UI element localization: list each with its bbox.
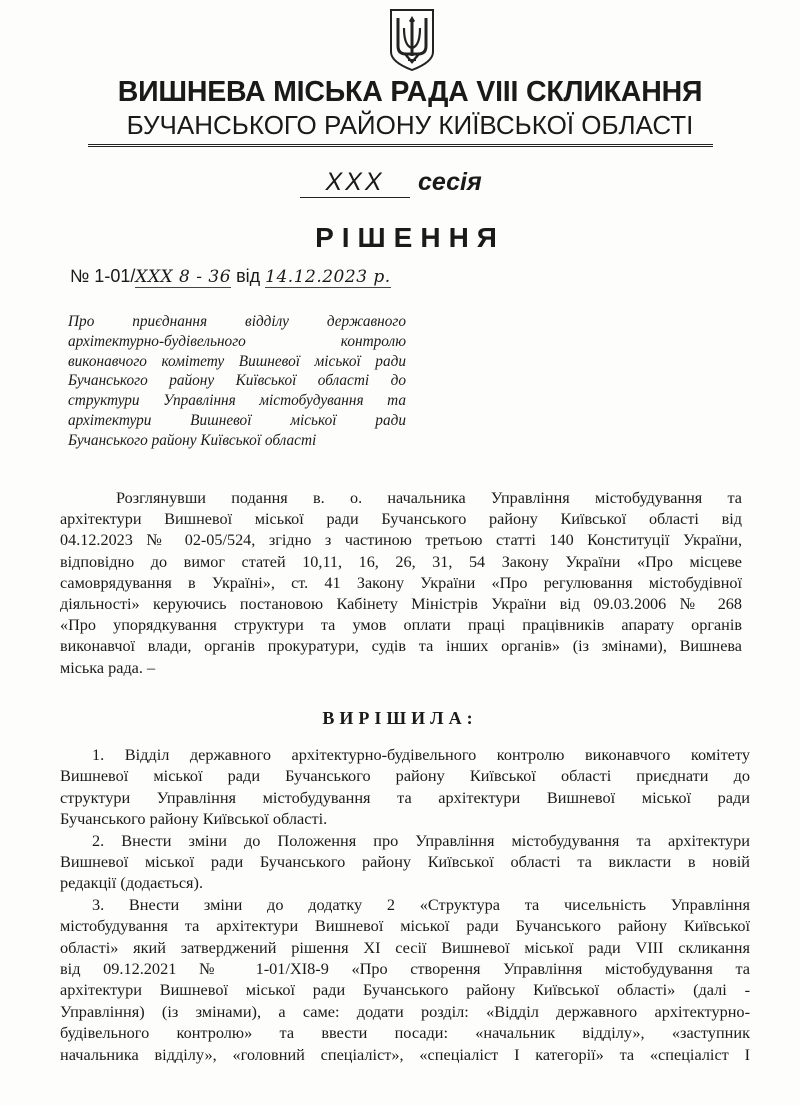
preamble-line: архітектури Вишневої міської ради Бучанського району Київської області від (60, 510, 742, 529)
preamble-line: 04.12.2023 № 02-05/524, згідно з частиною третьою статті 140 Конституції України, (60, 531, 742, 550)
item-line: Управління) (із змінами), а саме: додати розділ: «Відділ державного архітектурно- (60, 1001, 750, 1021)
preamble-line: самоврядування в Україні», ст. 41 Закону України «Про регулювання містобудівної (60, 573, 742, 592)
resolution-items (60, 744, 750, 1065)
resolution-item-1 (60, 744, 750, 830)
session-line (300, 168, 482, 198)
item-line: Вишневої міської ради Бучанського району Київської області приєднати до (60, 766, 750, 786)
item-line: містобудування та архітектури Вишневої міської ради Бучанського району Київської (60, 916, 750, 936)
item-line: 2. Внести зміни до Положення про Управління містобудування та архітектури (92, 830, 750, 850)
preamble-line: відповідно до вимог статей 10,11, 16, 26, 31, 54 Закону України «Про місцеве (60, 552, 742, 571)
decision-number-handwritten: XXX 8 - 36 (135, 267, 232, 287)
preamble-line: Розглянувши подання в. о. начальника Управління містобудування та (116, 489, 742, 507)
item-line: архітектури Вишневої міської ради Бучанського району Київської області» (далі - (60, 980, 750, 1000)
subject-line: Бучанського району Київської області (68, 431, 317, 449)
item-line: начальника відділу», «головний спеціаліст», «спеціаліст І категорії» та «спеціаліст І (60, 1044, 750, 1064)
document-type-heading: РІШЕННЯ (315, 222, 505, 253)
decision-number-line (70, 266, 391, 287)
resolved-heading: ВИРІШИЛА: (322, 708, 478, 728)
decision-date-prefix: від (236, 266, 261, 286)
preamble-paragraph (60, 488, 742, 679)
item-line: 1. Відділ державного архітектурно-будівельного контролю виконавчого комітету (92, 745, 750, 764)
decision-subject (68, 312, 406, 451)
session-number: XXX (300, 168, 410, 198)
preamble-line: виконавчої влади, органів прокуратури, судів та інших органів» (із змінами), Вишнева (60, 637, 742, 656)
item-line: від 09.12.2021 № 1-01/XI8-9 «Про створення Управління містобудування та (60, 959, 750, 979)
item-line: будівельного контролю» та ввести посади: «начальник відділу», «заступник (60, 1023, 750, 1043)
preamble-line: діяльності» керуючись постановою Кабінету Міністрів України від 09.03.2006 № 268 (60, 595, 742, 614)
resolution-item-3 (60, 894, 750, 1065)
subject-line: структури Управління містобудування та (68, 392, 406, 410)
subject-line: архітектури Вишневої міської ради (68, 411, 406, 429)
council-title: ВИШНЕВА МІСЬКА РАДА VIII СКЛИКАННЯ (117, 76, 703, 108)
resolution-item-2 (60, 830, 750, 894)
preamble-line: «Про упорядкування структури та умов оплати праці працівників апарату органів (60, 616, 742, 635)
header-divider (88, 144, 713, 147)
subject-line: архітектурно-будівельного контролю (68, 332, 406, 350)
subject-line: Бучанського району Київської області до (68, 372, 406, 390)
item-line: редакції (додається). (60, 873, 204, 893)
council-region: БУЧАНСЬКОГО РАЙОНУ КИЇВСЬКОЇ ОБЛАСТІ (126, 110, 694, 140)
trident-coat-of-arms-icon (388, 8, 436, 72)
subject-line: Про приєднання відділу державного (68, 313, 406, 330)
decision-number-prefix: № 1-01/ (70, 266, 136, 286)
decision-date-handwritten: 14.12.2023 р. (265, 267, 391, 287)
session-label: сесія (418, 168, 482, 196)
item-line: області» який затверджений рішення XI сесії Вишневої міської ради VIII скликання (60, 937, 750, 957)
item-line: Бучанського району Київської області. (60, 809, 328, 829)
preamble-line: міська рада. – (60, 658, 156, 677)
item-line: Вишневої міської ради Бучанського району Київської області та викласти в новій (60, 852, 750, 872)
item-line: структури Управління містобудування та архітектури Вишневої міської ради (60, 787, 750, 807)
subject-line: виконавчого комітету Вишневої міської ради (68, 352, 406, 370)
item-line: 3. Внести зміни до додатку 2 «Структура та чисельність Управління (92, 894, 750, 914)
